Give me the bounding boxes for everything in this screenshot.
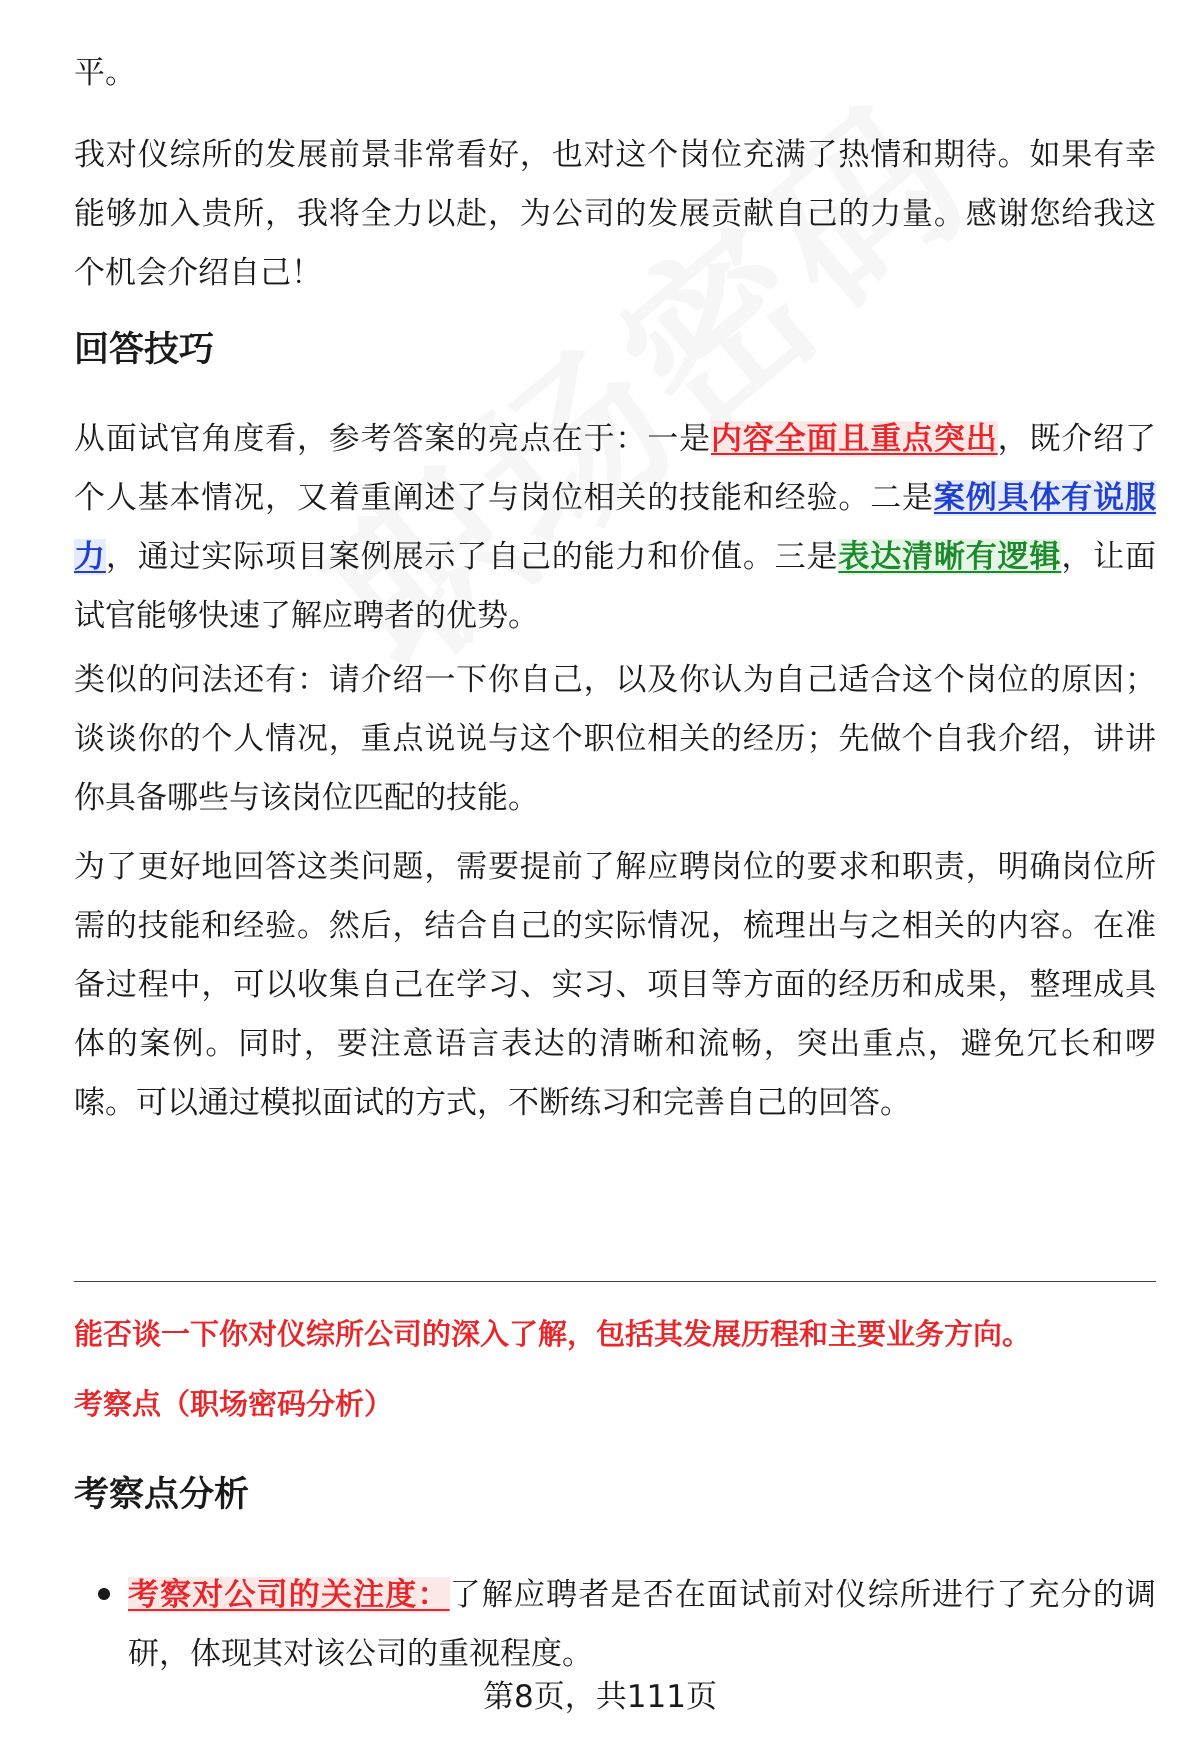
bullet-icon	[98, 1588, 110, 1600]
bullet-text	[128, 1566, 1156, 1684]
heading-exam-point-analysis: 考察点分析	[74, 1475, 250, 1515]
heading-answer-tips: 回答技巧	[74, 330, 215, 370]
highlights-text-1: 从面试官角度看，参考答案的亮点在于：一是	[74, 421, 711, 457]
highlight-specific-cases: 案例具体有说服力	[74, 480, 1156, 575]
highlights-text-3: ，通过实际项目案例展示了自己的能力和价值。三是	[105, 539, 839, 575]
question-title: 能否谈一下你对仪综所公司的深入了解，包括其发展历程和主要业务方向。	[74, 1317, 1032, 1351]
section-divider	[74, 1281, 1156, 1282]
paragraph-preparation: 为了更好地回答这类问题，需要提前了解应聘岗位的要求和职责，明确岗位所需的技能和经验。然后，结合自己的实际情况，梳理出与之相关的内容。在准备过程中，可以收集自己在学习、实习、项目等方面的经历和成果，整理成具体的案例。同时，要注意语言表达的清晰和流畅，突出重点，避免冗长和啰嗦。可以通过模拟面试的方式，不断练习和完善自己的回答。	[74, 849, 1156, 1121]
paragraph-similar-questions: 类似的问法还有：请介绍一下你自己，以及你认为自己适合这个岗位的原因；谈谈你的个人情况，重点说说与这个职位相关的经历；先做个自我介绍，讲讲你具备哪些与该岗位匹配的技能。	[74, 662, 1156, 816]
highlights-text-4: ，让面试官能够快速了解应聘者的优势。	[74, 539, 1157, 634]
highlights-text-2: ，既介绍了个人基本情况，又着重阐述了与岗位相关的技能和经验。二是	[74, 421, 1157, 516]
bullet-label: 考察对公司的关注度：	[128, 1577, 450, 1613]
exam-point-subtitle: 考察点（职场密码分析）	[74, 1387, 394, 1421]
highlight-clear-logic: 表达清晰有逻辑	[838, 539, 1062, 575]
paragraph-continuation: 平。	[74, 55, 136, 91]
paragraph-closing: 我对仪综所的发展前景非常看好，也对这个岗位充满了热情和期待。如果有幸能够加入贵所，我将全力以赴，为公司的发展贡献自己的力量。感谢您给我这个机会介绍自己！	[74, 137, 1156, 291]
paragraph-highlights	[74, 410, 1156, 646]
bullet-body: 了解应聘者是否在面试前对仪综所进行了充分的调研，体现其对该公司的重视程度。	[128, 1577, 1157, 1672]
highlight-comprehensive: 内容全面且重点突出	[710, 421, 998, 457]
page-footer: 第8页，共111页	[483, 1679, 717, 1715]
